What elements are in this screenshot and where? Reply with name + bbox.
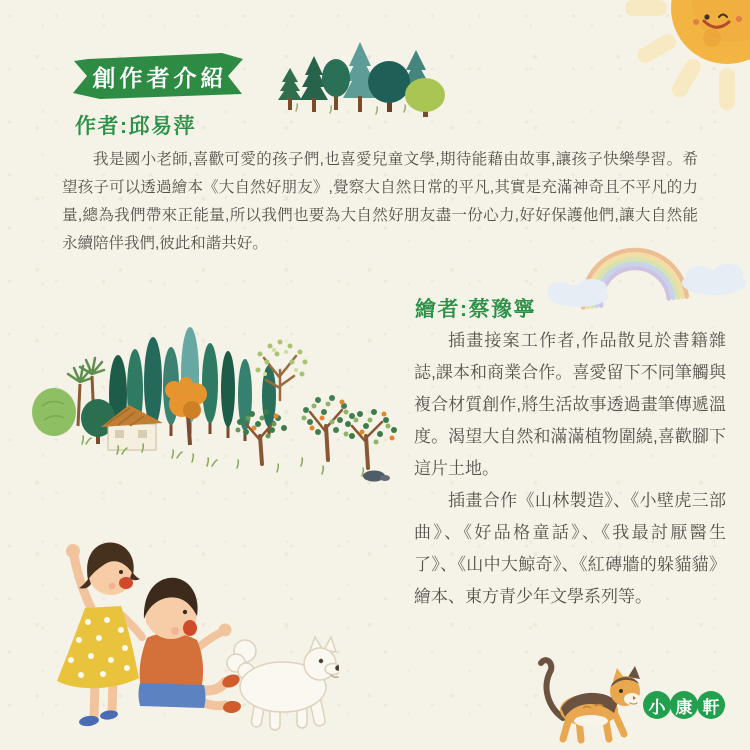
left-bushes [32,358,115,444]
logo-char-3: 軒 [702,697,720,717]
illustrator-column [414,325,726,613]
girl [57,543,142,728]
cloud-right [682,264,746,295]
forest-scene-illustration [22,326,407,486]
illustrator-heading: 繪者:蔡豫寧 [415,298,536,321]
publisher-logo [643,691,725,719]
cat [541,660,640,740]
logo-char-2: 康 [675,697,693,717]
logo-circle-2 [670,691,698,719]
dog [227,637,339,730]
boy [139,578,242,714]
children-and-dog-illustration [33,520,339,744]
rainbow-icon [530,228,750,313]
page-title: 創作者介紹 [92,64,228,91]
sun-icon [600,0,750,160]
rock [363,471,390,482]
title-banner [72,52,244,100]
cloud-left [547,279,608,307]
logo-circle-3 [697,691,725,719]
logo-char-1: 小 [648,697,666,717]
illustrator-paragraph-2: 插畫合作《山林製造》、《小壁虎三部曲》、《好品格童話》、《我最討厭醫生了》、《山中大鯨奇》、《紅磚牆的躲貓貓》繪本、東方青少年文學系列等。 [414,491,726,606]
author-heading: 作者:邱易萍 [75,115,196,138]
round-trees [322,59,445,117]
author-paragraph-text: 我是國小老師,喜歡可愛的孩子們,也喜愛兒童文學,期待能藉由故事,讓孩子快樂學習。希望孩子可以透過繪本《大自然好朋友》,覺察大自然日常的平凡,其實是充滿神奇且不平凡的力量,總為我們帶來正能量,所以我們也要為大自然好朋友盡一份心力,好好保護他們,讓大自然能永續陪伴我們,彼此和諧共好。 [62,151,698,252]
tree-cluster-icon [276,38,446,118]
cat-illustration [527,650,653,746]
illustrator-paragraph-1: 插畫接案工作者,作品散見於書籍雜誌,課本和商業合作。喜愛留下不同筆觸與複合材質創作,將生活故事透過畫筆傳遞溫度。渴望大自然和滿滿植物圍繞,喜歡腳下這片土地。 [414,331,726,478]
orchard-tree-2 [302,395,356,460]
logo-circle-1 [643,691,671,719]
